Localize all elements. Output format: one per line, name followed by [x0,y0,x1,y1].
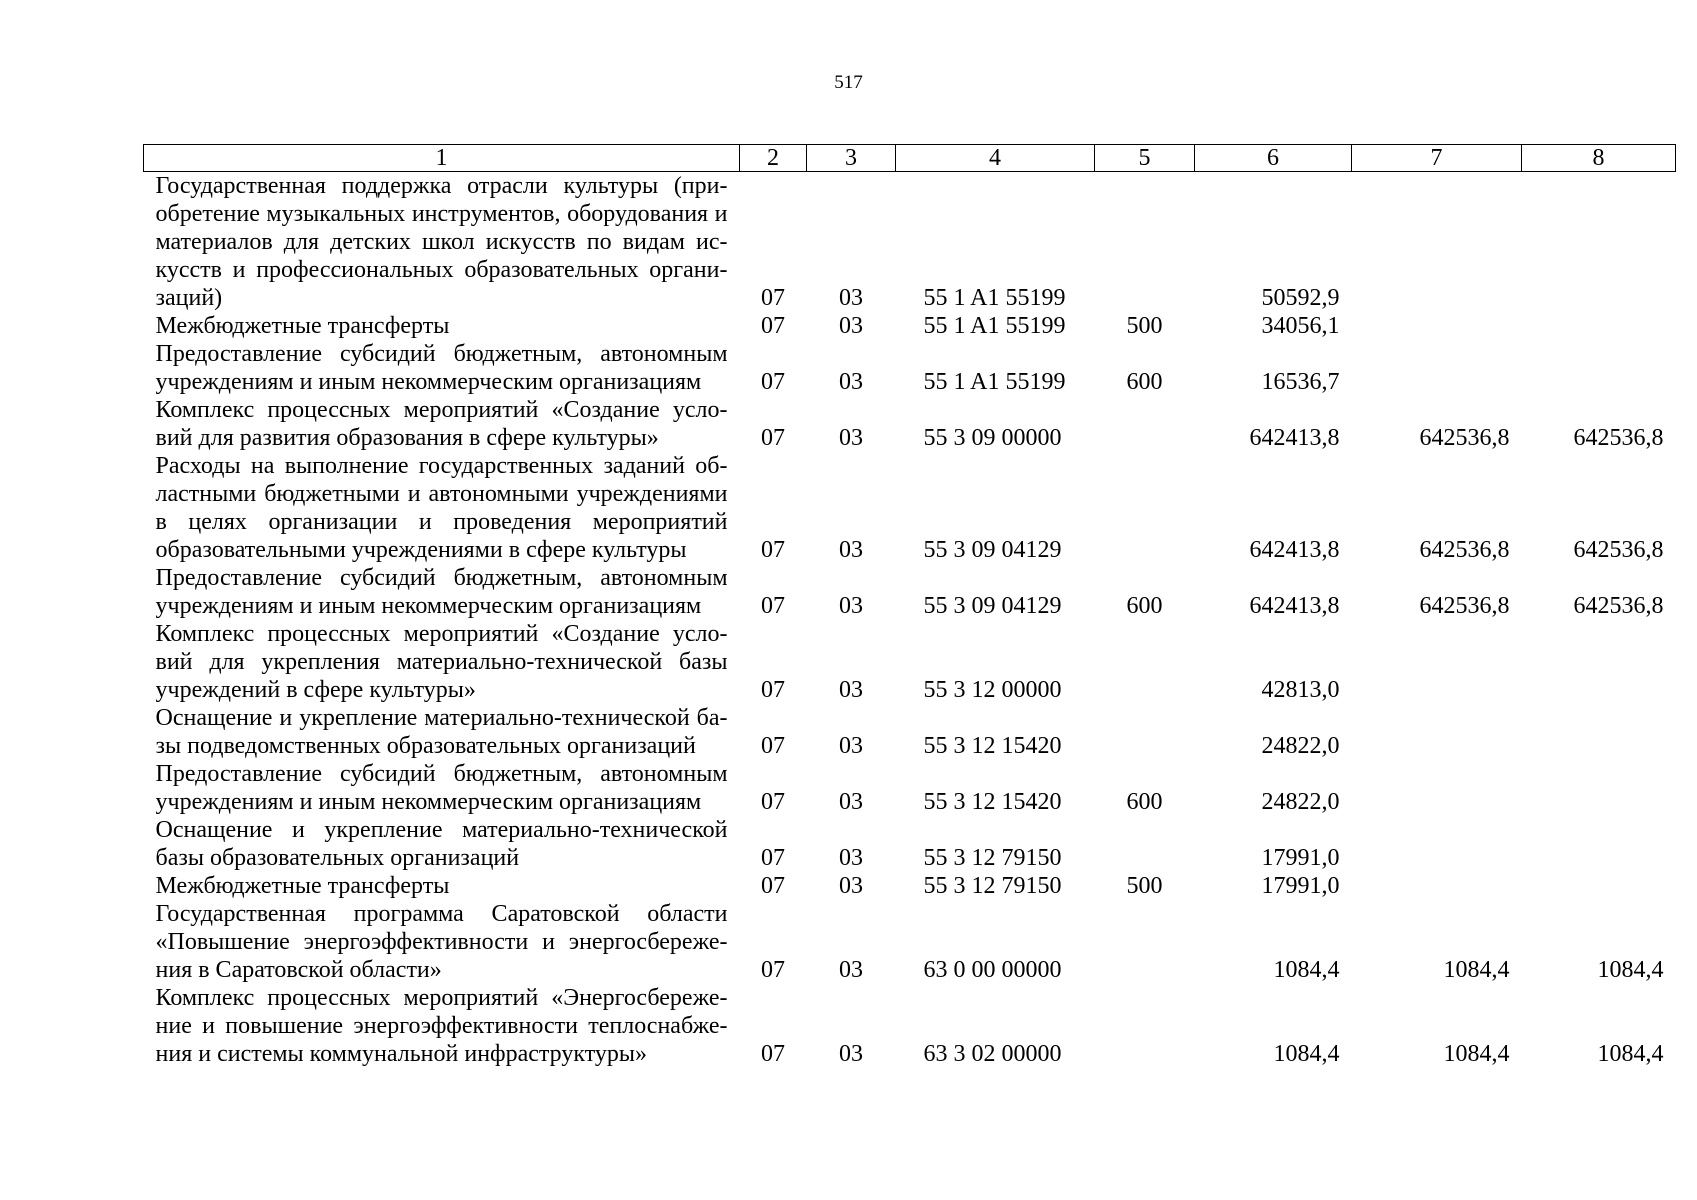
row-amount-1: 642413,8 [1249,425,1340,451]
row-subsection: 03 [839,537,863,563]
header-col-1: 1 [144,145,740,172]
row-expense-type [1095,620,1195,704]
row-amount-2 [1352,172,1522,313]
row-amount-3 [1522,340,1676,396]
table-row [144,340,1676,396]
row-amount-3: 642536,8 [1573,425,1664,451]
row-target-code: 55 3 12 00000 [923,677,1062,703]
row-amount-1: 1084,4 [1273,957,1340,983]
row-target-code: 55 3 12 15420 [923,789,1062,815]
row-amount-2: 1084,4 [1443,957,1510,983]
row-target-code: 55 3 12 79150 [923,845,1062,871]
row-name: Межбюджетные трансферты [155,313,450,339]
table-header [144,145,1676,172]
row-name: Предоставление субсидий бюджетным, автономным учреждениям и иным некоммерческим организациям [155,341,728,395]
row-expense-type: 500 [1126,873,1163,899]
row-amount-3 [1522,816,1676,872]
row-name: Предоставление субсидий бюджетным, автономным учреждениям и иным некоммерческим организациям [155,761,728,815]
row-subsection: 03 [839,1041,863,1067]
table-body [144,172,1676,1069]
table-row [144,452,1676,564]
table-row [144,312,1676,340]
row-amount-1: 17991,0 [1261,845,1340,871]
row-target-code: 55 3 12 15420 [923,733,1062,759]
row-expense-type [1095,900,1195,984]
row-name: Комплекс процессных мероприятий «Создание условий для развития образования в сфере культуры» [155,397,728,451]
row-amount-3: 1084,4 [1597,1041,1664,1067]
row-amount-3 [1522,620,1676,704]
row-amount-2 [1352,760,1522,816]
row-amount-2 [1352,816,1522,872]
table-row [144,816,1676,872]
header-col-3: 3 [807,145,896,172]
row-amount-1: 24822,0 [1261,789,1340,815]
row-subsection: 03 [839,733,863,759]
budget-table [143,144,1676,1068]
row-target-code: 55 3 09 04129 [923,593,1062,619]
header-col-5: 5 [1095,145,1195,172]
row-section: 07 [761,425,785,451]
row-amount-1: 1084,4 [1273,1041,1340,1067]
row-expense-type [1095,452,1195,564]
row-section: 07 [761,285,785,311]
row-section: 07 [761,873,785,899]
row-section: 07 [761,789,785,815]
row-section: 07 [761,677,785,703]
row-amount-1: 50592,9 [1261,285,1340,311]
row-expense-type [1095,396,1195,452]
row-amount-3 [1522,172,1676,313]
row-amount-3 [1522,704,1676,760]
header-row [144,145,1676,172]
row-subsection: 03 [839,677,863,703]
row-subsection: 03 [839,593,863,619]
header-col-4: 4 [896,145,1095,172]
row-amount-1: 642413,8 [1249,537,1340,563]
row-amount-2 [1352,312,1522,340]
row-target-code: 55 1 A1 55199 [923,313,1066,339]
row-subsection: 03 [839,369,863,395]
row-name: Государственная поддержка отрасли культуры (приобретение музыкальных инструментов, оборудования и материалов для детских школ искусств по видам искусств и профессиональных образовательных организаций) [155,173,728,311]
row-name: Комплекс процессных мероприятий «Создание условий для укрепления материально-технической базы учреждений в сфере культуры» [155,621,728,703]
row-name: Оснащение и укрепление материально-технической базы подведомственных образовательных организаций [155,705,728,759]
row-amount-1: 42813,0 [1261,677,1340,703]
row-target-code: 55 3 12 79150 [923,873,1062,899]
row-amount-3 [1522,760,1676,816]
header-col-8: 8 [1522,145,1676,172]
table-row [144,620,1676,704]
row-target-code: 63 0 00 00000 [923,957,1062,983]
header-col-6: 6 [1195,145,1352,172]
row-section: 07 [761,957,785,983]
row-section: 07 [761,845,785,871]
row-name: Комплекс процессных мероприятий «Энергосбережение и повышение энергоэффективности теплоснабжения и системы коммунальной инфраструктуры» [155,985,728,1067]
row-amount-1: 34056,1 [1261,313,1340,339]
table-row [144,760,1676,816]
row-subsection: 03 [839,957,863,983]
table-row [144,704,1676,760]
row-expense-type: 600 [1126,369,1163,395]
row-section: 07 [761,313,785,339]
row-name: Расходы на выполнение государственных заданий областными бюджетными и автономными учреждениями в целях организации и проведения мероприятий образовательными учреждениями в сфере культуры [155,453,728,563]
row-section: 07 [761,1041,785,1067]
row-amount-2 [1352,340,1522,396]
row-expense-type: 500 [1126,313,1163,339]
row-target-code: 55 1 A1 55199 [923,285,1066,311]
row-name: Оснащение и укрепление материально-технической базы образовательных организаций [155,817,728,871]
row-name: Государственная программа Саратовской области «Повышение энергоэффективности и энергосбережения в Саратовской области» [155,901,728,983]
row-amount-2: 642536,8 [1419,425,1510,451]
table-row [144,984,1676,1068]
row-expense-type [1095,984,1195,1068]
table-row [144,172,1676,313]
row-expense-type: 600 [1126,789,1163,815]
row-subsection: 03 [839,313,863,339]
header-col-7: 7 [1352,145,1522,172]
table-row [144,564,1676,620]
page-number: 517 [834,72,863,93]
row-amount-1: 24822,0 [1261,733,1340,759]
table-row [144,396,1676,452]
row-amount-2 [1352,872,1522,900]
row-section: 07 [761,593,785,619]
row-amount-2: 642536,8 [1419,593,1510,619]
row-subsection: 03 [839,285,863,311]
row-amount-1: 16536,7 [1261,369,1340,395]
row-subsection: 03 [839,425,863,451]
row-expense-type [1095,172,1195,313]
row-amount-2 [1352,620,1522,704]
row-amount-1: 17991,0 [1261,873,1340,899]
row-subsection: 03 [839,845,863,871]
row-amount-3 [1522,312,1676,340]
table-row [144,900,1676,984]
row-section: 07 [761,369,785,395]
row-section: 07 [761,537,785,563]
table-row [144,872,1676,900]
row-amount-3: 642536,8 [1573,537,1664,563]
row-section: 07 [761,733,785,759]
row-expense-type: 600 [1126,593,1163,619]
row-amount-3: 642536,8 [1573,593,1664,619]
row-amount-2: 642536,8 [1419,537,1510,563]
row-name: Межбюджетные трансферты [155,873,450,899]
row-name: Предоставление субсидий бюджетным, автономным учреждениям и иным некоммерческим организациям [155,565,728,619]
row-amount-2 [1352,704,1522,760]
row-target-code: 55 3 09 00000 [923,425,1062,451]
row-target-code: 63 3 02 00000 [923,1041,1062,1067]
row-expense-type [1095,704,1195,760]
row-target-code: 55 3 09 04129 [923,537,1062,563]
row-amount-3 [1522,872,1676,900]
row-amount-2: 1084,4 [1443,1041,1510,1067]
row-expense-type [1095,816,1195,872]
row-amount-1: 642413,8 [1249,593,1340,619]
row-target-code: 55 1 A1 55199 [923,369,1066,395]
header-col-2: 2 [740,145,807,172]
row-subsection: 03 [839,789,863,815]
row-subsection: 03 [839,873,863,899]
row-amount-3: 1084,4 [1597,957,1664,983]
